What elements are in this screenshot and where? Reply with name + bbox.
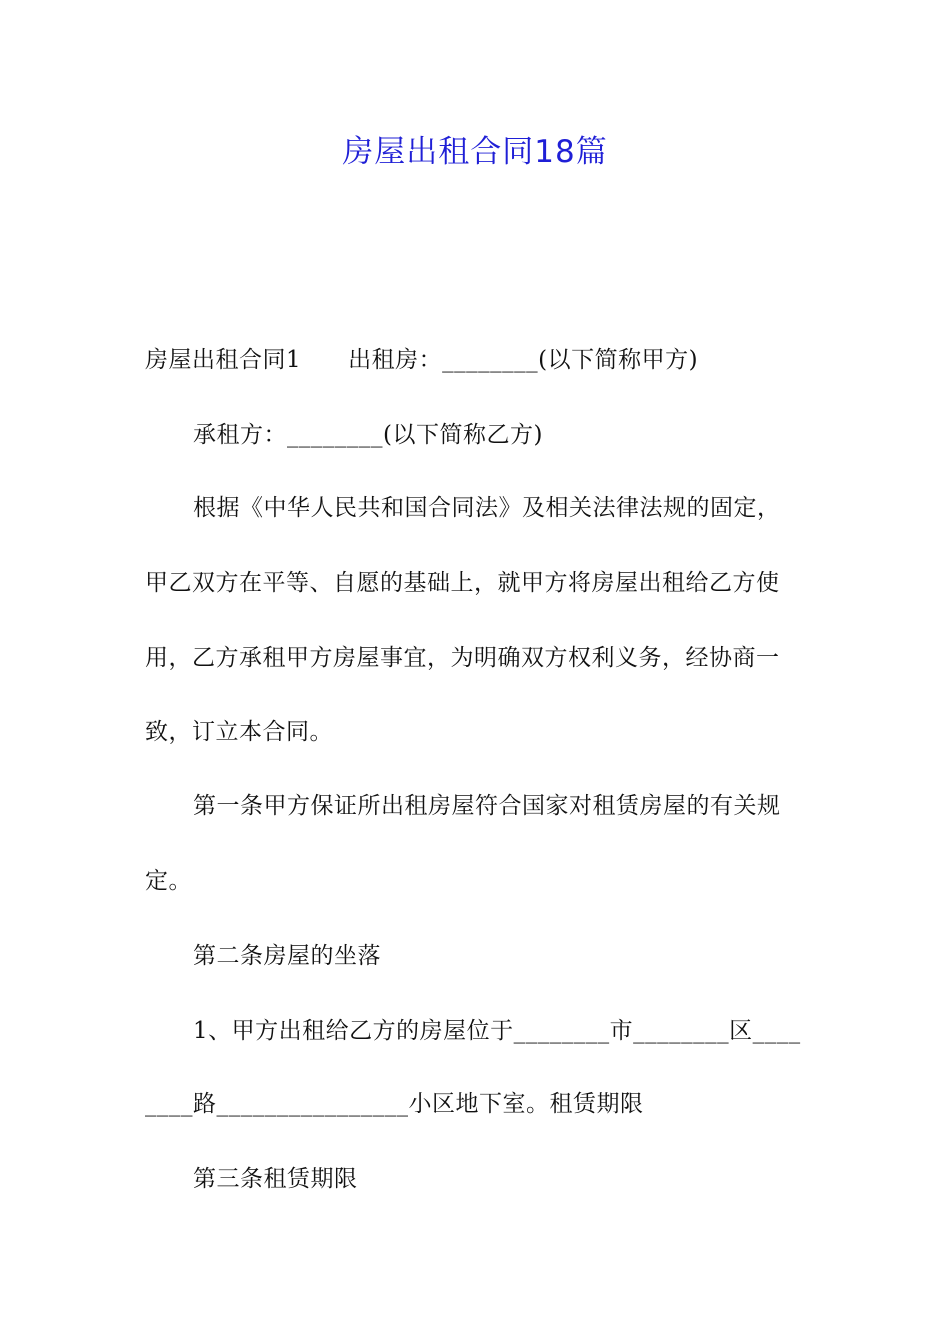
paragraph-line: 定。 <box>145 868 192 894</box>
section-heading: 第三条租赁期限 <box>193 1166 358 1192</box>
section-heading: 第二条房屋的坐落 <box>193 943 381 969</box>
paragraph-line: 根据《中华人民共和国合同法》及相关法律法规的固定， <box>193 495 781 521</box>
document-title: 房屋出租合同18篇 <box>342 134 608 170</box>
paragraph-line: ____路________________小区地下室。租赁期限 <box>145 1091 644 1117</box>
paragraph-line: 第一条甲方保证所出租房屋符合国家对租赁房屋的有关规 <box>193 793 781 819</box>
paragraph-line: 房屋出租合同1 出租房：________(以下简称甲方) <box>145 347 699 373</box>
paragraph-line: 致，订立本合同。 <box>145 719 333 745</box>
paragraph-line: 承租方：________(以下简称乙方) <box>193 422 543 448</box>
paragraph-line: 1、甲方出租给乙方的房屋位于________市________区____ <box>193 1018 801 1044</box>
paragraph-line: 甲乙双方在平等、自愿的基础上，就甲方将房屋出租给乙方使 <box>145 570 780 596</box>
paragraph-line: 用，乙方承租甲方房屋事宜，为明确双方权利义务，经协商一 <box>145 645 780 671</box>
